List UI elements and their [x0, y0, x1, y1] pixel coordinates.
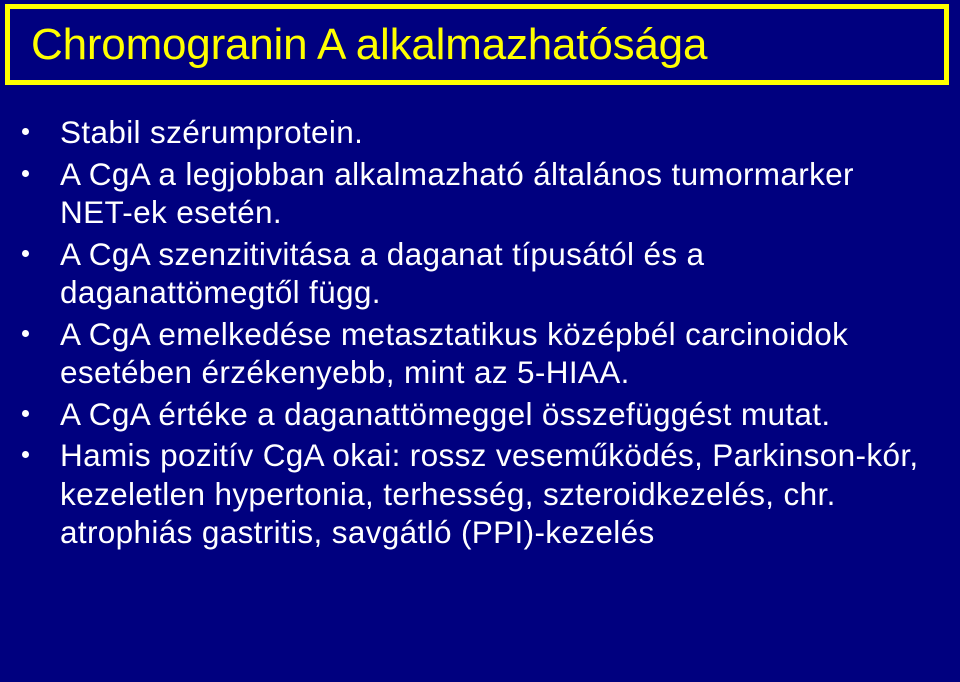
bullet-icon	[22, 451, 29, 458]
bullet-icon	[22, 330, 29, 337]
bullet-icon	[22, 170, 29, 177]
bullet-text: A CgA szenzitivitása a daganat típusától és a daganattömegtől függ.	[60, 235, 705, 310]
bullet-item	[0, 395, 960, 434]
bullet-text: A CgA értéke a daganattömeggel összefüggést mutat.	[60, 395, 831, 432]
bullet-icon	[22, 250, 29, 257]
title-box	[5, 4, 949, 85]
slide-title: Chromogranin A alkalmazhatósága	[31, 19, 708, 69]
bullet-icon	[22, 128, 29, 135]
bullet-icon	[22, 410, 29, 417]
bullet-text: Hamis pozitív CgA okai: rossz veseműködés, Parkinson-kór, kezeletlen hypertonia, terhesség, szteroidkezelés, chr. atrophiás gastritis, savgátló (PPI)-kezelés	[60, 437, 919, 550]
bullet-item	[0, 436, 960, 552]
bullet-item	[0, 315, 960, 392]
bullet-item	[0, 155, 960, 232]
bullet-text: Stabil szérumprotein.	[60, 114, 364, 150]
bullet-item	[0, 113, 960, 152]
bullet-item	[0, 235, 960, 312]
bullet-text: A CgA a legjobban alkalmazható általános tumormarker NET-ek esetén.	[60, 155, 854, 230]
bullet-text: A CgA emelkedése metasztatikus középbél carcinoidok esetében érzékenyebb, mint az 5-HIAA.	[60, 315, 849, 390]
bullet-list	[0, 113, 960, 555]
